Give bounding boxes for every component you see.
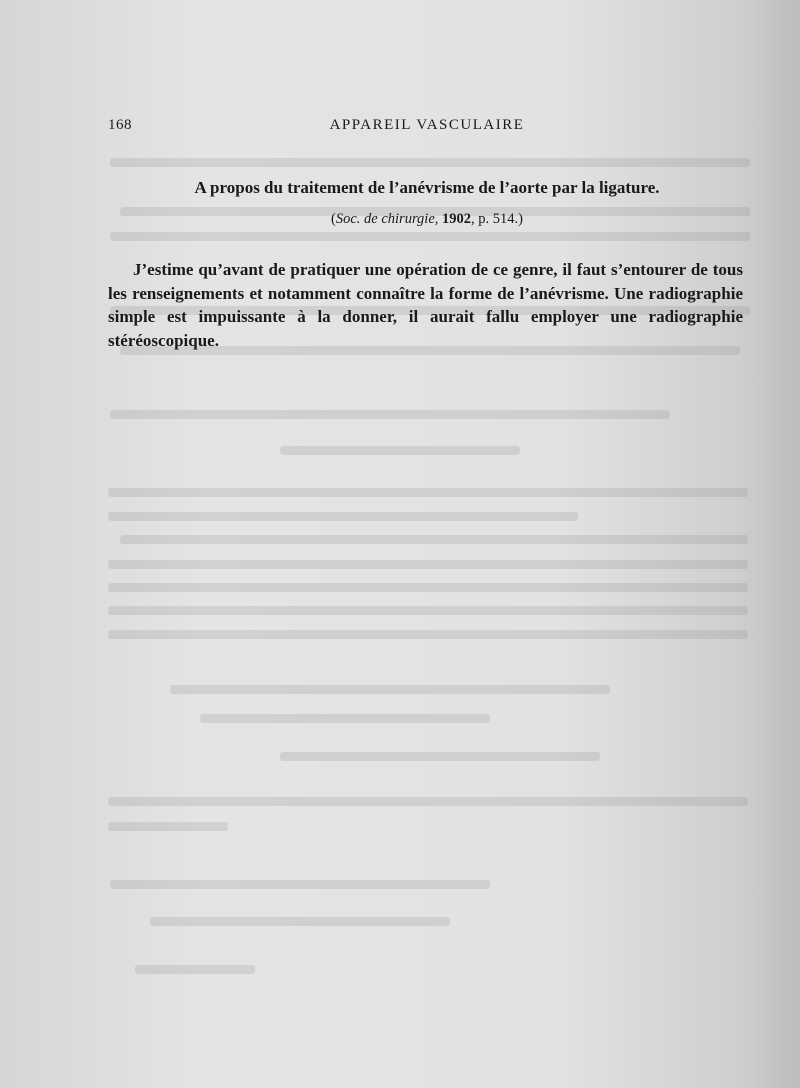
running-head: APPAREIL VASCULAIRE bbox=[329, 117, 525, 133]
page-number: 168 bbox=[108, 117, 132, 133]
article-body: J’estime qu’avant de pratiquer une opération de ce genre, il faut s’entourer de tous les renseignements et notamment connaître la forme de l’anévrisme. Une radiographie simple est impuissante à la donner, il aurait fallu employer une radiographie stéréoscopique. bbox=[108, 260, 743, 350]
article-title: A propos du traitement de l’anévrisme de l’aorte par la ligature. bbox=[194, 178, 660, 197]
citation-sep-1: , bbox=[434, 211, 443, 227]
citation-year: 1902 bbox=[442, 211, 472, 227]
citation-journal: Soc. de chirurgie bbox=[335, 211, 435, 227]
citation-open: ( bbox=[331, 211, 336, 227]
article-citation bbox=[108, 211, 746, 228]
page-header bbox=[108, 117, 746, 139]
citation-sep-2: , p. 514.) bbox=[471, 211, 523, 227]
